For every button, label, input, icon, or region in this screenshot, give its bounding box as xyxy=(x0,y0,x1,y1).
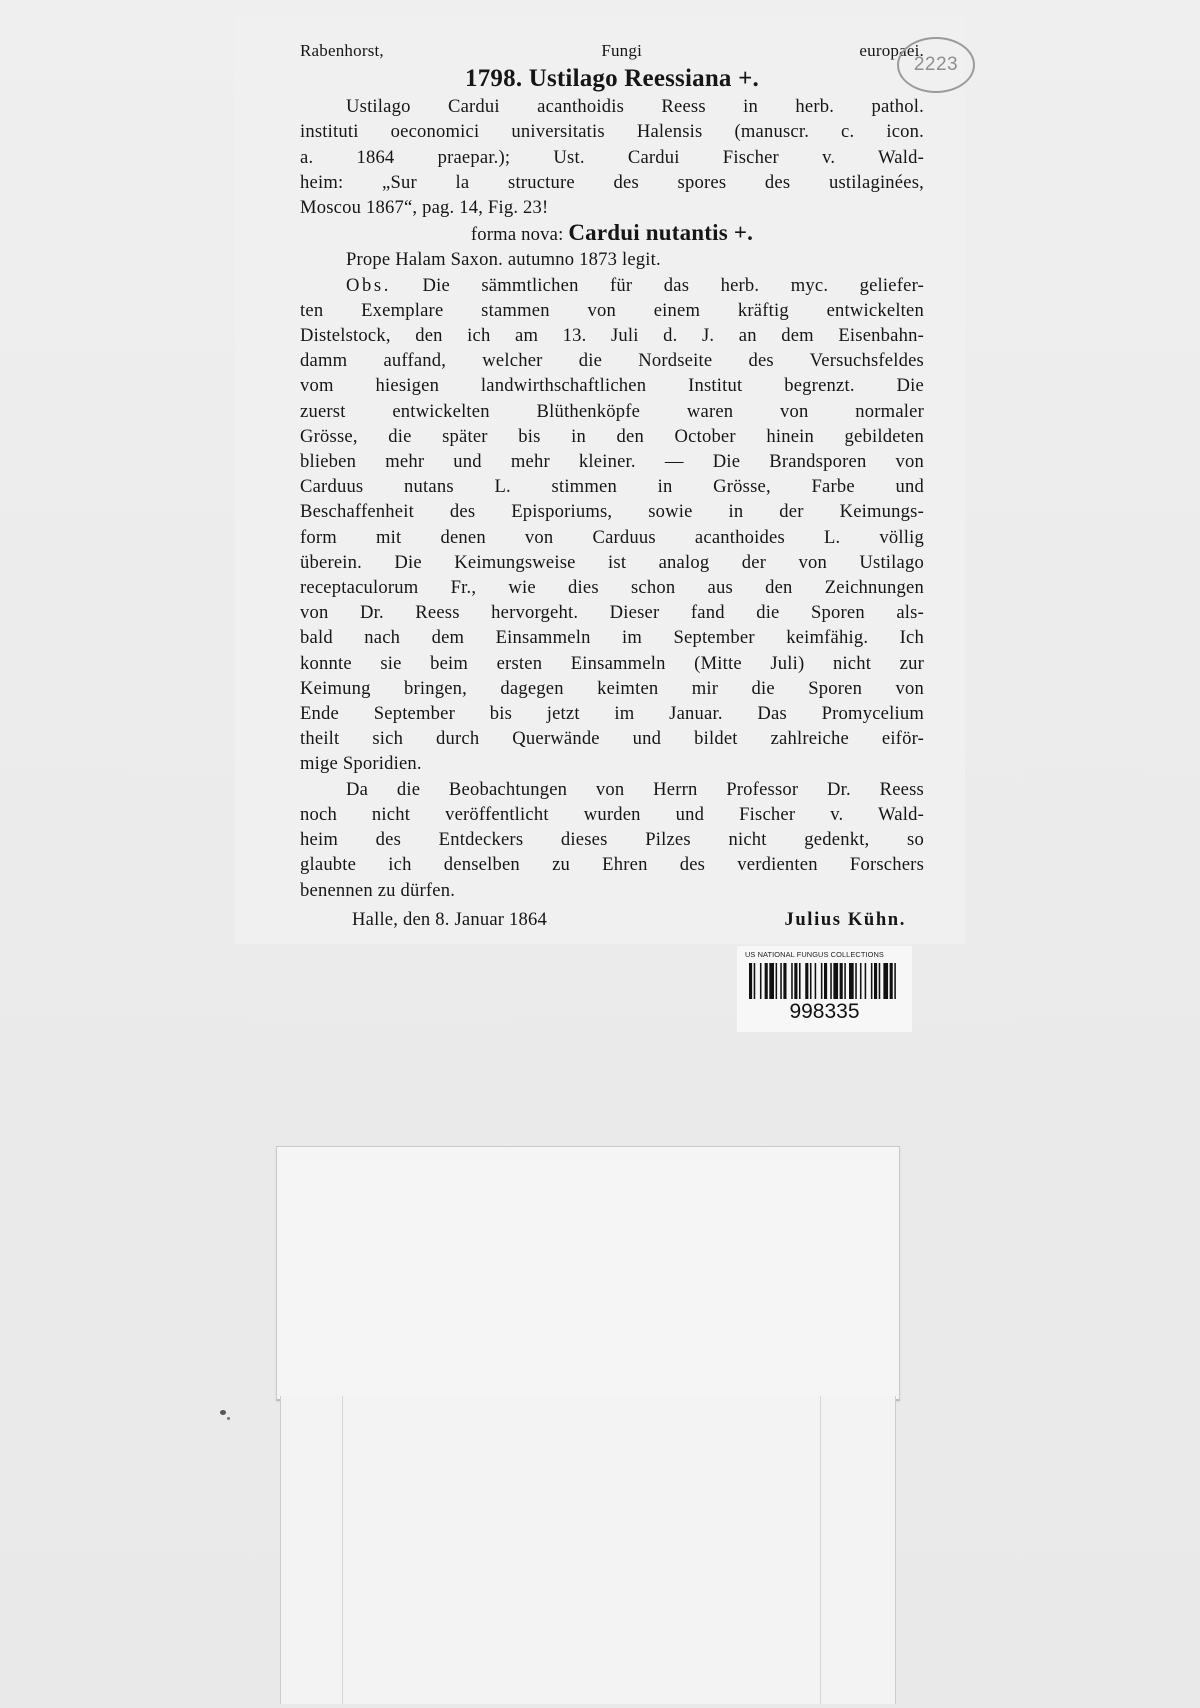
barcode-bar xyxy=(815,963,817,999)
obs-line: theilt sich durch Querwände und bildet zahlreiche eiför- xyxy=(300,728,924,750)
obs-line: Keimung bringen, dagegen keimten mir die Sporen von xyxy=(300,677,924,699)
barcode-bar xyxy=(844,963,846,999)
barcode-bar xyxy=(760,963,762,999)
forma-line xyxy=(300,220,924,247)
barcode-label xyxy=(737,946,912,1032)
forma-title: Cardui nutantis +. xyxy=(568,220,754,246)
barcode-bar xyxy=(883,963,888,999)
label-text-block xyxy=(300,38,924,932)
locality-line: Prope Halam Saxon. autumno 1873 legit. xyxy=(346,249,661,271)
synonym-line: heim: „Sur la structure des spores des ustilaginées, xyxy=(300,171,924,193)
barcode-bar xyxy=(865,963,867,999)
barcode-bar xyxy=(890,963,893,999)
barcode-bar xyxy=(769,963,774,999)
series-header: Rabenhorst, Fungi europaei. xyxy=(300,41,924,60)
debris-mark xyxy=(227,1417,230,1420)
obs-line: Beschaffenheit des Episporiums, sowie in der Keimungs- xyxy=(300,501,924,523)
barcode-bar xyxy=(879,963,881,999)
barcode-bar xyxy=(824,963,827,999)
obs-line: vom hiesigen landwirthschaftlichen Institut begrenzt. Die xyxy=(300,375,924,397)
barcode-bar xyxy=(783,963,786,999)
species-name: Ustilago Reessiana +. xyxy=(528,65,759,93)
obs-line xyxy=(300,273,924,298)
obs-label: Obs. xyxy=(346,274,392,296)
barcode-bar xyxy=(799,963,801,999)
specimen-packet xyxy=(268,1146,902,1706)
barcode-icon xyxy=(749,963,899,999)
barcode-bar xyxy=(833,963,838,999)
exsiccata-number: 1798. xyxy=(465,65,523,93)
obs-line: Distelstock, den ich am 13. Juli d. J. an dem Eisenbahn- xyxy=(300,325,924,347)
closing-line: noch nicht veröffentlicht wurden und Fischer v. Wald- xyxy=(300,803,924,825)
barcode-caption: US NATIONAL FUNGUS COLLECTIONS xyxy=(745,950,884,959)
obs-line: mige Sporidien. xyxy=(300,753,422,775)
barcode-bar xyxy=(780,963,782,999)
packet-body xyxy=(280,1396,896,1704)
stamp-number: 2223 xyxy=(913,54,959,75)
barcode-bar xyxy=(805,963,808,999)
obs-line: blieben mehr und mehr kleiner. — Die Brandsporen von xyxy=(300,451,924,473)
barcode-bar xyxy=(874,963,877,999)
obs-line: von Dr. Reess hervorgeht. Dieser fand die Sporen als- xyxy=(300,602,924,624)
obs-line: damm auffand, welcher die Nordseite des Versuchsfeldes xyxy=(300,350,924,372)
synonym-line: a. 1864 praepar.); Ust. Cardui Fischer v. Wald- xyxy=(300,146,924,168)
signature-row xyxy=(300,907,924,932)
barcode-bar xyxy=(749,963,752,999)
obs-line: Ende September bis jetzt im Januar. Das Promycelium xyxy=(300,703,924,725)
debris-mark xyxy=(220,1410,226,1415)
synonym-line: instituti oeconomici universitatis Halensis (manuscr. c. icon. xyxy=(300,121,924,143)
obs-line: form mit denen von Carduus acanthoides L. völlig xyxy=(300,526,924,548)
catalog-stamp xyxy=(897,37,975,93)
closing-line: glaubte ich denselben zu Ehren des verdienten Forschers xyxy=(300,854,924,876)
packet-flap xyxy=(276,1146,900,1401)
obs-line: ten Exemplare stammen von einem kräftig entwickelten xyxy=(300,299,924,321)
obs-line: Grösse, die später bis in den October hinein gebildeten xyxy=(300,425,924,447)
obs-line: zuerst entwickelten Blüthenköpfe waren von normaler xyxy=(300,400,924,422)
barcode-bar xyxy=(871,963,873,999)
synonym-line: Moscou 1867“, pag. 14, Fig. 23! xyxy=(300,197,549,219)
species-title xyxy=(300,64,924,94)
barcode-bar xyxy=(794,963,797,999)
barcode-bar xyxy=(894,963,896,999)
obs-line: überein. Die Keimungsweise ist analog der von Ustilago xyxy=(300,551,924,573)
author-signature: Julius Kühn. xyxy=(784,908,906,930)
obs-line: konnte sie beim ersten Einsammeln (Mitte Juli) nicht zur xyxy=(300,652,924,674)
barcode-bar xyxy=(810,963,812,999)
closing-line: Da die Beobachtungen von Herrn Professor Dr. Reess xyxy=(346,778,924,800)
barcode-bar xyxy=(840,963,843,999)
barcode-bar xyxy=(791,963,793,999)
synonym-line: Ustilago Cardui acanthoidis Reess in herb. pathol. xyxy=(346,96,924,118)
obs-text: Die sämmtlichen für das herb. myc. geliefer- xyxy=(422,274,924,296)
barcode-bar xyxy=(821,963,823,999)
barcode-bar xyxy=(776,963,778,999)
closing-line: benennen zu dürfen. xyxy=(300,879,456,901)
closing-line: heim des Entdeckers dieses Pilzes nicht gedenkt, so xyxy=(300,829,924,851)
barcode-number: 998335 xyxy=(789,1000,860,1023)
barcode-bar xyxy=(855,963,857,999)
barcode-bar xyxy=(860,963,862,999)
barcode-bar xyxy=(830,963,832,999)
packet-fold xyxy=(820,1396,821,1704)
barcode-bar xyxy=(754,963,756,999)
forma-prefix: forma nova: xyxy=(470,224,564,246)
barcode-bar xyxy=(849,963,854,999)
obs-line: receptaculorum Fr., wie dies schon aus den Zeichnungen xyxy=(300,577,924,599)
obs-line: Carduus nutans L. stimmen in Grösse, Farbe und xyxy=(300,476,924,498)
obs-line: bald nach dem Einsammeln im September keimfähig. Ich xyxy=(300,627,924,649)
barcode-bar xyxy=(765,963,768,999)
place-date: Halle, den 8. Januar 1864 xyxy=(352,908,548,930)
packet-fold xyxy=(342,1396,343,1704)
